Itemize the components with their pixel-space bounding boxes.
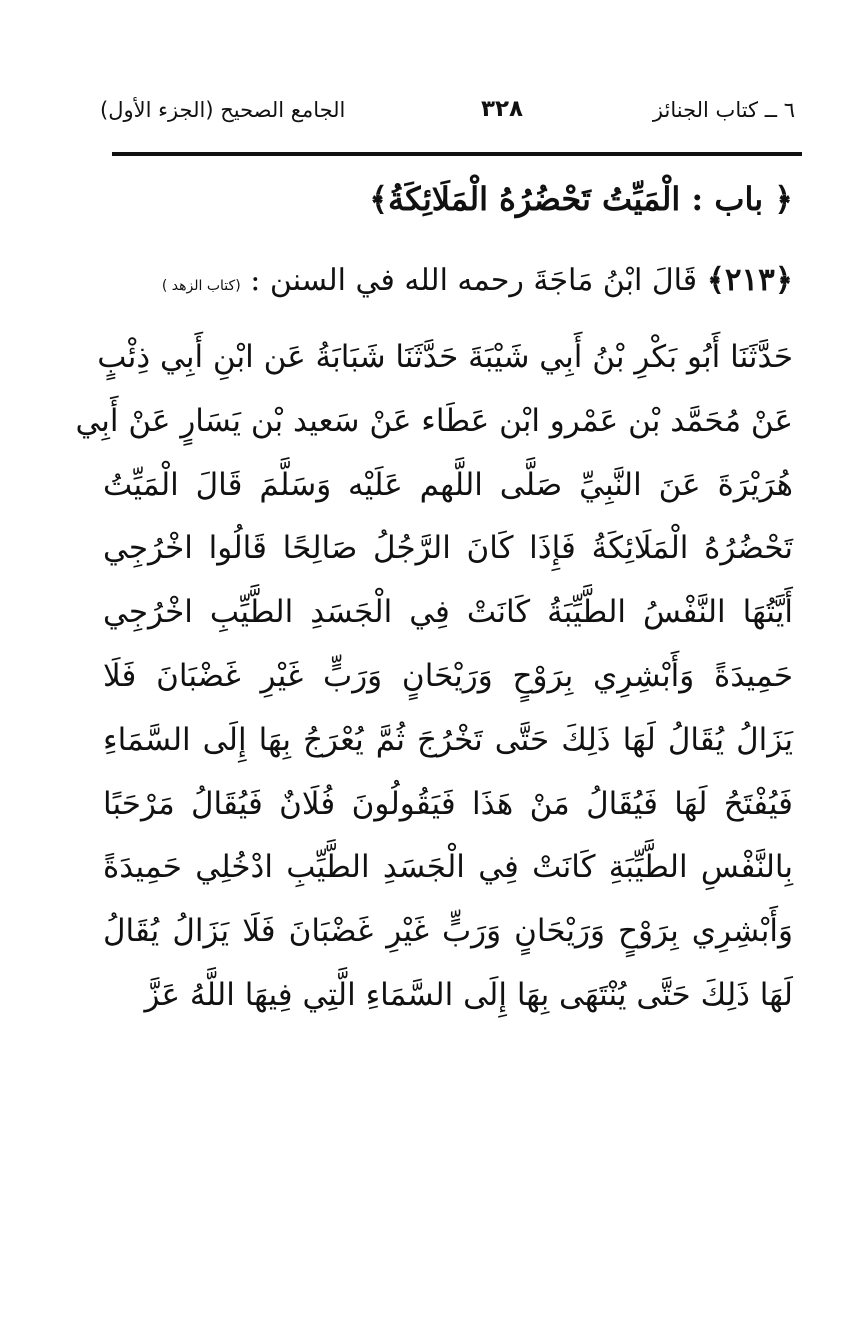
text-line: بِالنَّفْسِ الطَّيِّبَةِ كَانَتْ فِي الْجَسَدِ الطَّيِّبِ ادْخُلِي حَمِيدَةً bbox=[103, 849, 793, 886]
hadith-intro-line bbox=[162, 262, 793, 298]
running-header bbox=[100, 92, 795, 132]
text-line: تَحْضُرُهُ الْمَلَائِكَةُ فَإِذَا كَانَ الرَّجُلُ صَالِحًا قَالُوا اخْرُجِي bbox=[103, 530, 793, 567]
text-line: حَمِيدَةً وَأَبْشِرِي بِرَوْحٍ وَرَيْحَانٍ وَرَبٍّ غَيْرِ غَضْبَانَ فَلَا bbox=[103, 657, 793, 694]
text-line: حَدَّثَنَا أَبُو بَكْرِ بْنُ أَبِي شَيْبَةَ حَدَّثَنَا شَبَابَةُ عَن ابْنِ أَبِي ذِئْبٍ bbox=[97, 339, 793, 375]
hadith-intro: قَالَ ابْنُ مَاجَةَ رحمه الله في السنن : bbox=[250, 263, 698, 298]
hadith-text bbox=[75, 326, 793, 1028]
text-line: فَيُفْتَحُ لَهَا فَيُقَالُ مَنْ هَذَا فَيَقُولُونَ فُلَانٌ فَيُقَالُ مَرْحَبًا bbox=[103, 785, 793, 822]
header-book-title: الجامع الصحيح (الجزء الأول) bbox=[100, 98, 346, 122]
source-note: (كتاب الزهد ) bbox=[161, 278, 241, 294]
hadith-number: ﴿٢١٣﴾ bbox=[706, 262, 793, 298]
page-number: ٣٢٨ bbox=[480, 96, 524, 122]
text-line: وَأَبْشِرِي بِرَوْحٍ وَرَيْحَانٍ وَرَبٍّ غَيْرِ غَضْبَانَ فَلَا يَزَالُ يُقَالُ bbox=[103, 913, 793, 950]
text-line: أَيَّتُهَا النَّفْسُ الطَّيِّبَةُ كَانَتْ فِي الْجَسَدِ الطَّيِّبِ اخْرُجِي bbox=[103, 594, 793, 631]
header-divider bbox=[112, 152, 802, 156]
text-line: يَزَالُ يُقَالُ لَهَا ذَلِكَ حَتَّى تَخْرُجَ ثُمَّ يُعْرَجُ بِهَا إِلَى السَّمَاءِ bbox=[103, 721, 793, 758]
text-line: لَهَا ذَلِكَ حَتَّى يُنْتَهَى بِهَا إِلَى السَّمَاءِ الَّتِي فِيهَا اللَّهُ عَزَّ bbox=[144, 976, 793, 1013]
chapter-title: ﴿ باب : الْمَيِّتُ تَحْضُرُهُ الْمَلَائِكَةُ﴾ bbox=[369, 180, 793, 218]
header-chapter-label: ٦ ــ كتاب الجنائز bbox=[652, 98, 795, 122]
text-line: هُرَيْرَةَ عَنَ النَّبِيِّ صَلَّى اللَّهم عَلَيْه وَسَلَّمَ قَالَ الْمَيِّتُ bbox=[103, 466, 793, 503]
text-line: عَنْ مُحَمَّد بْن عَمْرو ابْن عَطَاء عَنْ سَعيد بْن يَسَارٍ عَنْ أَبِي bbox=[75, 402, 793, 439]
